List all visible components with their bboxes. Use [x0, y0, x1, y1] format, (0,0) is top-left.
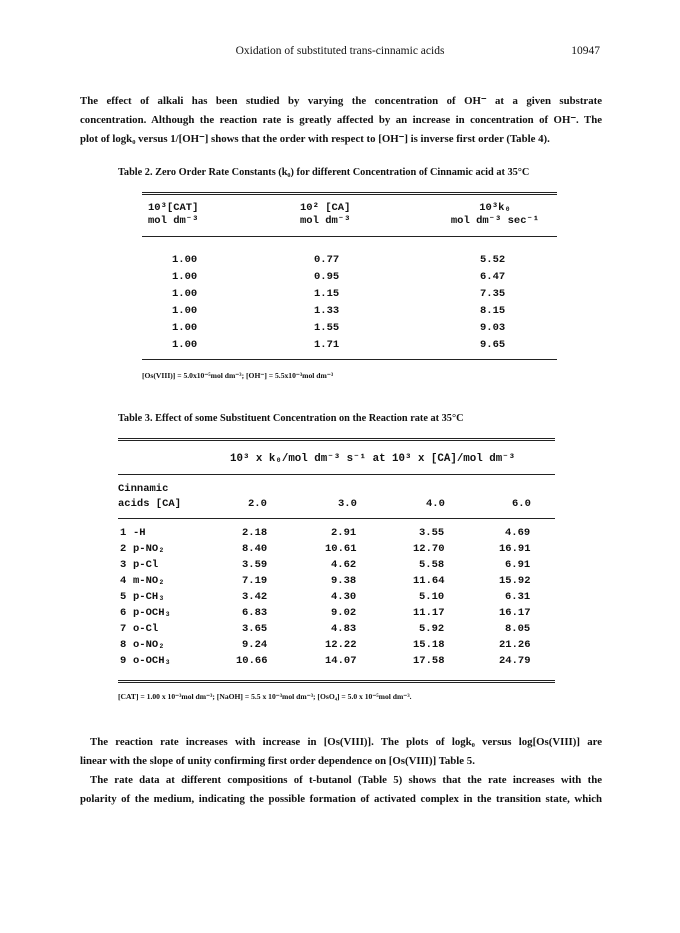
row-number: 4 — [120, 575, 127, 587]
cell-value: 14.07 — [325, 655, 357, 667]
cell-value: 24.79 — [499, 655, 531, 667]
conc-header: 2.0 — [248, 498, 267, 510]
cell-cat: 1.00 — [172, 322, 198, 334]
row-number: 9 — [120, 655, 127, 667]
table3-top-rule — [118, 440, 555, 441]
intro-line: concentration. Although the reaction rate is greatly affected by an increase in concentration of OH⁻. The — [80, 114, 602, 126]
intro-paragraph — [80, 92, 602, 149]
table3-bottom-rule — [118, 680, 555, 681]
table2-header-cat — [148, 202, 198, 228]
table2-top-rule — [142, 194, 557, 195]
running-title: Oxidation of substituted trans-cinnamic acids — [235, 45, 445, 57]
cell-value: 9.24 — [242, 639, 268, 651]
substituent: p-NO₂ — [133, 543, 165, 555]
cell-value: 5.92 — [419, 623, 445, 635]
cell-cat: 1.00 — [172, 339, 198, 351]
row-number: 7 — [120, 623, 127, 635]
cell-value: 10.66 — [236, 655, 268, 667]
cell-k0: 6.47 — [480, 271, 506, 283]
table3-row-header: Cinnamic — [118, 483, 169, 495]
cell-value: 12.70 — [413, 543, 445, 555]
cell-value: 8.40 — [242, 543, 268, 555]
body-line: The rate data at different compositions of t-butanol (Table 5) shows that the rate increases with the — [90, 774, 602, 786]
cell-ca: 0.95 — [314, 271, 340, 283]
table3-header-rule — [118, 474, 555, 475]
cell-value: 16.91 — [499, 543, 531, 555]
substituent: p-Cl — [133, 559, 159, 571]
running-head — [0, 45, 680, 59]
header-line: mol dm⁻³ — [300, 215, 351, 227]
cell-ca: 0.77 — [314, 254, 340, 266]
cell-cat: 1.00 — [172, 254, 198, 266]
cell-value: 3.55 — [419, 527, 445, 539]
cell-k0: 8.15 — [480, 305, 506, 317]
cell-value: 5.58 — [419, 559, 445, 571]
table3-bottom-rule — [118, 682, 555, 683]
cell-value: 2.18 — [242, 527, 268, 539]
table3-top-rule — [118, 438, 555, 439]
cell-value: 9.02 — [331, 607, 357, 619]
cell-value: 6.31 — [505, 591, 531, 603]
cell-cat: 1.00 — [172, 271, 198, 283]
cell-value: 4.69 — [505, 527, 531, 539]
substituent: m-NO₂ — [133, 575, 165, 587]
table2-header-ca — [300, 202, 350, 228]
cell-value: 16.17 — [499, 607, 531, 619]
table2-header-k0 — [440, 202, 550, 228]
substituent: o-Cl — [133, 623, 159, 635]
cell-value: 8.05 — [505, 623, 531, 635]
table2-caption: Table 2. Zero Order Rate Constants (k₀) for different Concentration of Cinnamic acid at 35°C — [118, 167, 530, 178]
cell-value: 6.83 — [242, 607, 268, 619]
cell-ca: 1.55 — [314, 322, 340, 334]
cell-k0: 7.35 — [480, 288, 506, 300]
substituent: o-OCH₃ — [133, 655, 171, 667]
cell-ca: 1.71 — [314, 339, 340, 351]
table3-footnote: [CAT] = 1.00 x 10⁻³mol dm⁻³; [NaOH] = 5.5 x 10⁻³mol dm⁻³; [OsO₄] = 5.0 x 10⁻⁵mol dm⁻³. — [118, 692, 412, 701]
row-number: 5 — [120, 591, 127, 603]
body-line: linear with the slope of unity confirming first order dependence on [Os(VIII)] Table 5. — [80, 755, 475, 767]
cell-value: 4.30 — [331, 591, 357, 603]
substituent: p-OCH₃ — [133, 607, 171, 619]
cell-value: 4.62 — [331, 559, 357, 571]
table3-row-header: acids [CA] — [118, 498, 182, 510]
row-number: 1 — [120, 527, 127, 539]
substituent: o-NO₂ — [133, 639, 165, 651]
intro-line: The effect of alkali has been studied by varying the concentration of OH⁻ at a given substrate — [80, 95, 602, 107]
table2-top-rule — [142, 192, 557, 193]
cell-value: 7.19 — [242, 575, 268, 587]
cell-value: 15.18 — [413, 639, 445, 651]
conc-header: 3.0 — [338, 498, 357, 510]
row-number: 3 — [120, 559, 127, 571]
cell-value: 12.22 — [325, 639, 357, 651]
cell-value: 9.38 — [331, 575, 357, 587]
row-number: 6 — [120, 607, 127, 619]
cell-k0: 9.03 — [480, 322, 506, 334]
cell-value: 5.10 — [419, 591, 445, 603]
cell-value: 11.64 — [413, 575, 445, 587]
header-line: 10³k₀ — [479, 202, 511, 214]
table2-footnote: [Os(VIII)] = 5.0x10⁻⁵mol dm⁻³; [OH⁻] = 5.5x10⁻³mol dm⁻³ — [142, 371, 334, 380]
table2-header-rule — [142, 236, 557, 237]
table3-caption: Table 3. Effect of some Substituent Concentration on the Reaction rate at 35°C — [118, 413, 464, 424]
table2-bottom-rule — [142, 359, 557, 360]
cell-value: 4.83 — [331, 623, 357, 635]
cell-value: 3.59 — [242, 559, 268, 571]
body-line: polarity of the medium, indicating the possible formation of activated complex in the transition state, which — [80, 793, 602, 805]
cell-value: 10.61 — [325, 543, 357, 555]
cell-value: 3.65 — [242, 623, 268, 635]
cell-value: 11.17 — [413, 607, 445, 619]
page-number: 10947 — [571, 45, 600, 57]
header-line: mol dm⁻³ — [148, 215, 199, 227]
conc-header: 6.0 — [512, 498, 531, 510]
header-line: mol dm⁻³ sec⁻¹ — [450, 215, 540, 227]
body-line: The reaction rate increases with increase in [Os(VIII)]. The plots of logk₀ versus log[Os(VIII)] are — [90, 736, 602, 748]
cell-ca: 1.15 — [314, 288, 340, 300]
cell-value: 6.91 — [505, 559, 531, 571]
cell-cat: 1.00 — [172, 288, 198, 300]
header-line: 10³[CAT] — [148, 202, 199, 214]
table3-subheader-rule — [118, 518, 555, 519]
substituent: p-CH₃ — [133, 591, 165, 603]
closing-paragraphs — [80, 733, 602, 809]
cell-value: 15.92 — [499, 575, 531, 587]
row-number: 8 — [120, 639, 127, 651]
cell-value: 3.42 — [242, 591, 268, 603]
cell-k0: 5.52 — [480, 254, 506, 266]
cell-cat: 1.00 — [172, 305, 198, 317]
cell-value: 21.26 — [499, 639, 531, 651]
row-number: 2 — [120, 543, 127, 555]
table3-header-main: 10³ x k₀/mol dm⁻³ s⁻¹ at 10³ x [CA]/mol dm⁻³ — [230, 453, 516, 465]
conc-header: 4.0 — [426, 498, 445, 510]
header-line: 10² [CA] — [300, 202, 351, 214]
cell-ca: 1.33 — [314, 305, 340, 317]
intro-line: plot of logk₀ versus 1/[OH⁻] shows that the order with respect to [OH⁻] is inverse first order (Table 4). — [80, 133, 550, 145]
substituent: -H — [133, 527, 146, 539]
cell-value: 2.91 — [331, 527, 357, 539]
cell-k0: 9.65 — [480, 339, 506, 351]
cell-value: 17.58 — [413, 655, 445, 667]
